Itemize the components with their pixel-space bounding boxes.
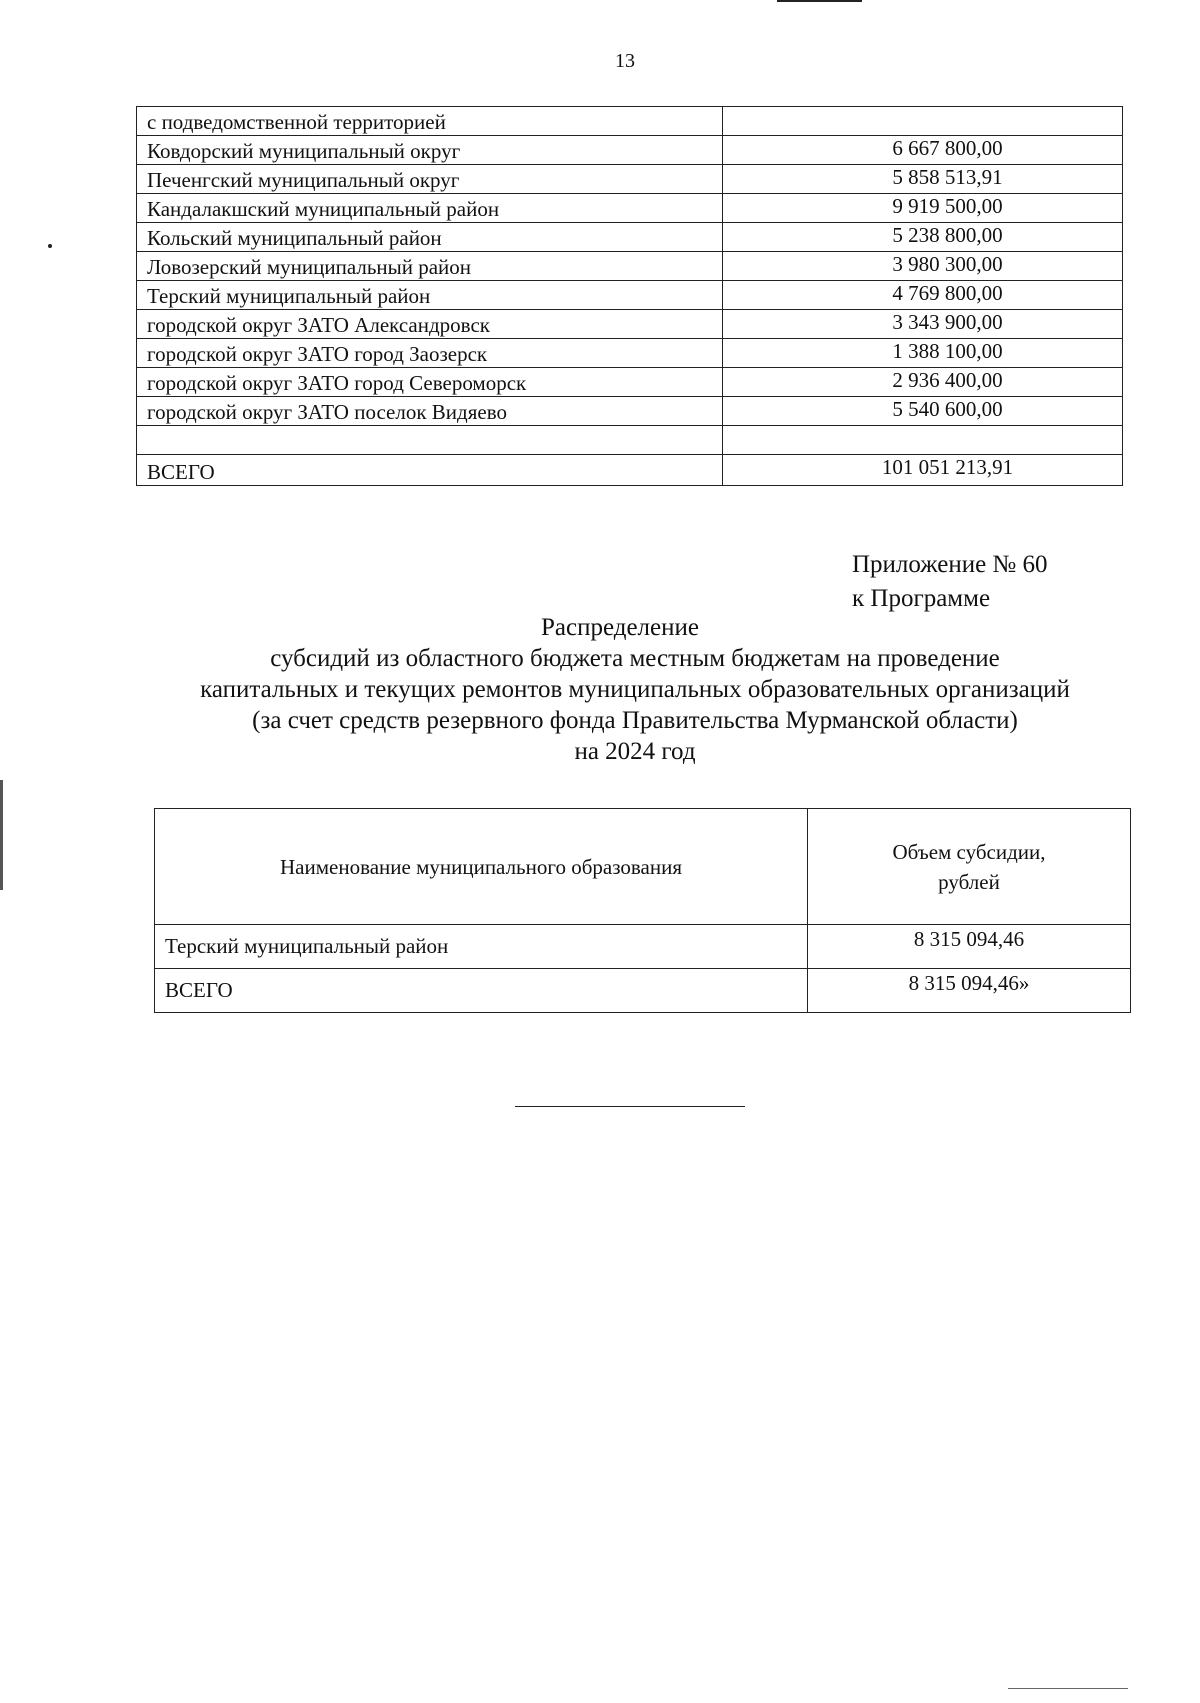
row-name: Кольский муниципальный район [137,223,723,252]
row-value: 1 388 100,00 [723,339,1123,368]
page-number: 13 [615,50,635,72]
appendix-number: Приложение № 60 [852,551,1048,578]
title-line: (за счет средств резервного фонда Правительства Мурманской области) [252,707,1018,734]
appendix-heading [852,548,1048,616]
table-row-empty [137,426,1123,455]
title-line: Распределение [541,614,699,641]
row-value: 5 540 600,00 [723,397,1123,426]
table-row [137,310,1123,339]
row-value: 2 936 400,00 [723,368,1123,397]
row-value: 3 343 900,00 [723,310,1123,339]
header-value-line: Объем субсидии, [892,839,1046,864]
row-value: 8 315 094,46 [808,925,1131,969]
header-name: Наименование муниципального образования [155,809,808,925]
row-name: городской округ ЗАТО поселок Видяево [137,397,723,426]
row-name: Терский муниципальный район [155,925,808,969]
row-value: 5 238 800,00 [723,223,1123,252]
table-row [137,165,1123,194]
header-value-line: рублей [938,869,1000,894]
table-row [137,223,1123,252]
row-value [723,107,1123,136]
subsidy-table-continued [136,106,1123,486]
row-name: городской округ ЗАТО Александровск [137,310,723,339]
scan-dot [48,244,52,248]
total-value: 101 051 213,91 [723,455,1123,486]
title-line: капитальных и текущих ремонтов муниципальных образовательных организаций [200,676,1070,703]
table-row [137,281,1123,310]
row-name [137,426,723,455]
table-row [137,397,1123,426]
header-value [808,809,1131,925]
row-value: 9 919 500,00 [723,194,1123,223]
scan-edge-mark [0,780,3,890]
row-name: городской округ ЗАТО город Заозерск [137,339,723,368]
table-row [137,136,1123,165]
row-value: 3 980 300,00 [723,252,1123,281]
document-title [90,612,1180,767]
title-line: субсидий из областного бюджета местным бюджетам на проведение [270,645,1000,672]
row-name: Печенгский муниципальный округ [137,165,723,194]
total-label: ВСЕГО [155,969,808,1013]
total-label: ВСЕГО [137,455,723,486]
end-rule-divider [515,1106,745,1107]
table-row [155,925,1131,969]
table-row [137,107,1123,136]
row-name: Кандалакшский муниципальный район [137,194,723,223]
row-name: городской округ ЗАТО город Североморск [137,368,723,397]
row-value: 4 769 800,00 [723,281,1123,310]
table-row [137,252,1123,281]
row-name: Терский муниципальный район [137,281,723,310]
appendix-program: к Программе [852,585,991,612]
table-row [137,339,1123,368]
table-total-row [137,455,1123,486]
subsidy-table-appendix-60 [154,808,1131,1013]
table-header-row [155,809,1131,925]
table-row [137,194,1123,223]
row-value: 5 858 513,91 [723,165,1123,194]
row-name: Ловозерский муниципальный район [137,252,723,281]
table-total-row [155,969,1131,1013]
title-line: на 2024 год [574,738,696,765]
top-edge-mark [777,0,862,2]
row-name: с подведомственной территорией [137,107,723,136]
table-row [137,368,1123,397]
row-value [723,426,1123,455]
row-value: 6 667 800,00 [723,136,1123,165]
bottom-edge-mark [1008,1688,1128,1689]
row-name: Ковдорский муниципальный округ [137,136,723,165]
total-value: 8 315 094,46» [808,969,1131,1013]
